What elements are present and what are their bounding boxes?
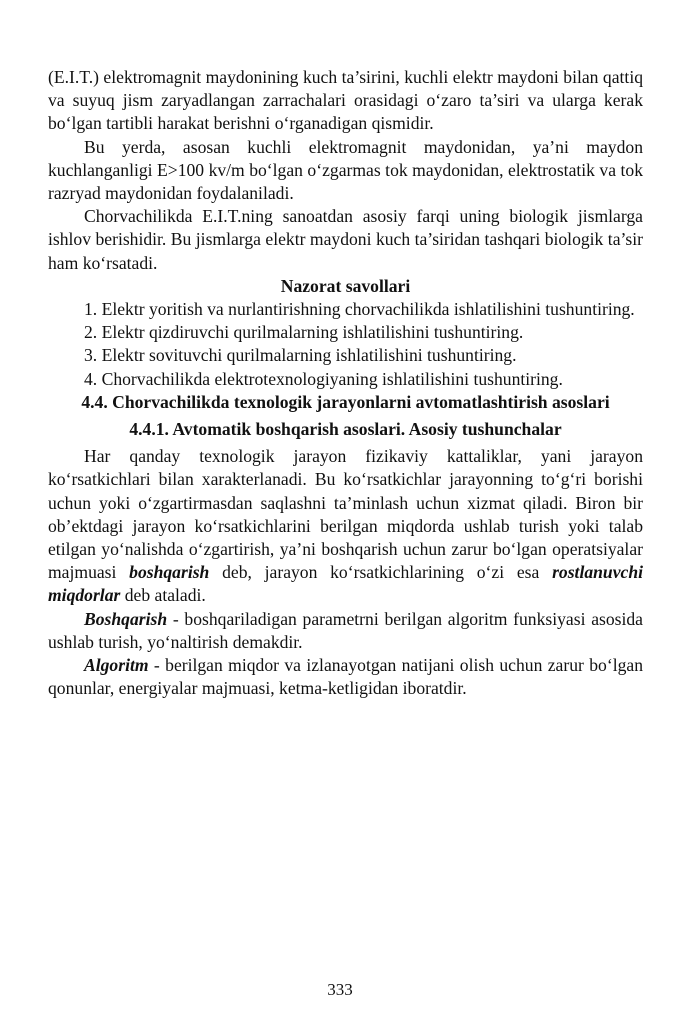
question-item: 3. Elektr sovituvchi qurilmalarning ishlatilishini tushuntiring. bbox=[84, 345, 517, 366]
paragraph-text: deb ataladi. bbox=[120, 585, 206, 606]
page-number: 333 bbox=[327, 980, 353, 999]
page-body bbox=[48, 66, 643, 700]
paragraph-text: - boshqariladigan parametrni berilgan algoritm funksiyasi asosida ushlab turish, yo‘naltirish demakdir. bbox=[48, 608, 643, 652]
question-item: 2. Elektr qizdiruvchi qurilmalarning ishlatilishini tushuntiring. bbox=[84, 322, 524, 343]
control-questions-list bbox=[48, 298, 643, 391]
term-rostlanuvchi-miqdorlar: rostlanuvchi miqdorlar bbox=[48, 562, 643, 606]
paragraph-text: Har qanday texnologik jarayon fizikaviy kattaliklar, yani jarayon ko‘rsatkichlari bilan xarakterlanadi. Bu ko‘rsatkichlar jarayonning to‘g‘ri borishi uchun yoki o‘zgartirmasdan saqlashni ta’minlash uchun xizmat qiladi. Biron bir ob’ektdagi jarayon ko‘rsatkichlarini berilgan miqdorda ushlab turish yoki talab etilgan yo‘nalishda o‘zgartirish, ya’ni boshqarish uchun zarur bo‘lgan operatsiyalar majmuasi bbox=[48, 446, 643, 583]
term-algoritm: Algoritm bbox=[84, 655, 149, 676]
term-boshqarish-2: Boshqarish bbox=[84, 608, 168, 629]
paragraph-process-indicators bbox=[48, 445, 643, 607]
paragraph-boshqarish-definition bbox=[48, 608, 643, 654]
control-questions-title: Nazorat savollari bbox=[280, 275, 411, 296]
question-item: 1. Elektr yoritish va nurlantirishning chorvachilikda ishlatilishini tushuntiring. bbox=[84, 299, 635, 320]
paragraph-field-strength: Bu yerda, asosan kuchli elektromagnit maydonidan, ya’ni maydon kuchlanganligi E>100 kv/m bo‘lgan o‘zgarmas tok maydonidan, elektrostatik va tok razryad maydonidan foydalaniladi. bbox=[48, 136, 643, 204]
paragraph-text: - berilgan miqdor va izlanayotgan natijani olish uchun zarur bo‘lgan qonunlar, energiyalar majmuasi, ketma-ketligidan iboratdir. bbox=[48, 655, 643, 699]
section-heading: 4.4. Chorvachilikda texnologik jarayonlarni avtomatlashtirish asoslari bbox=[81, 391, 610, 412]
paragraph-biological-difference: Chorvachilikda E.I.T.ning sanoatdan asosiy farqi uning biologik jismlarga ishlov berishidir. Bu jismlarga elektr maydoni kuch ta’siridan tashqari biologik ta’sir ham ko‘rsatadi. bbox=[48, 206, 643, 273]
paragraph-algoritm-definition bbox=[48, 654, 643, 700]
paragraph-eit-definition: (E.I.T.) elektromagnit maydonining kuch ta’sirini, kuchli elektr maydoni bilan qattiq va suyuq jism zaryadlangan zarrachalari orasidagi o‘zaro ta’siri va ularga kerak bo‘lgan tartibli harakat berishni o‘rganadigan qismidir. bbox=[48, 67, 643, 134]
term-boshqarish: boshqarish bbox=[129, 562, 210, 583]
question-item: 4. Chorvachilikda elektrotexnologiyaning ishlatilishini tushuntiring. bbox=[84, 368, 563, 389]
subsection-heading: 4.4.1. Avtomatik boshqarish asoslari. Asosiy tushunchalar bbox=[129, 419, 562, 440]
paragraph-text: deb, jarayon ko‘rsatkichlarining o‘zi esa bbox=[209, 562, 553, 583]
